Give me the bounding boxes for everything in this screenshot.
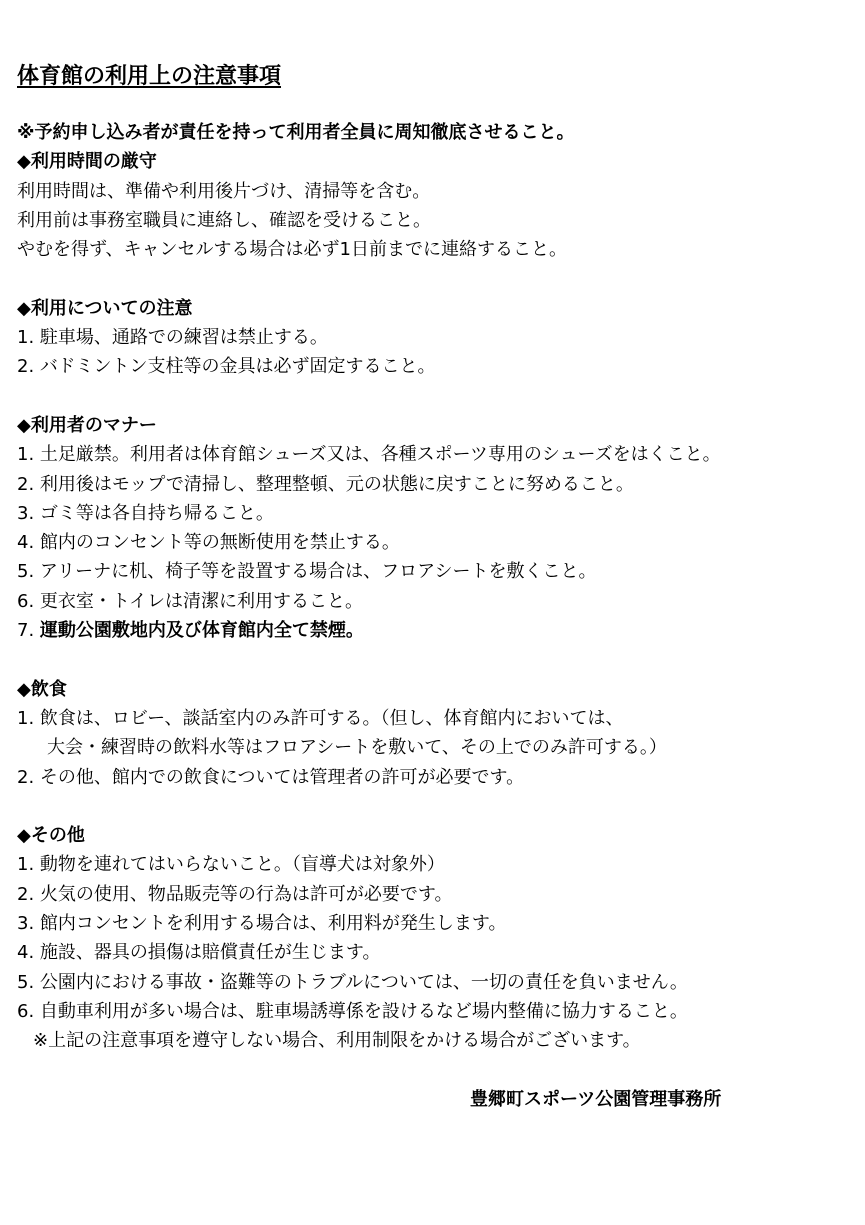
section-eating-drinking bbox=[17, 675, 857, 792]
list-item: 2. その他、館内での飲食については管理者の許可が必要です。 bbox=[17, 766, 525, 788]
document-body bbox=[17, 60, 857, 1056]
section-user-manners bbox=[17, 411, 857, 645]
section-usage-caution bbox=[17, 294, 857, 382]
list-item: 利用前は事務室職員に連絡し、確認を受けること。 bbox=[17, 209, 431, 231]
list-item: 1. 土足厳禁。利用者は体育館シューズ又は、各種スポーツ専用のシューズをはくこと。 bbox=[17, 444, 721, 466]
list-item-number: 7. bbox=[17, 620, 40, 642]
list-item: 5. 公園内における事故・盗難等のトラブルについては、一切の責任を負いません。 bbox=[17, 971, 688, 993]
list-item: 3. 館内コンセントを利用する場合は、利用料が発生します。 bbox=[17, 913, 507, 935]
list-item: 6. 自動車利用が多い場合は、駐車場誘導係を設けるなど場内整備に協力すること。 bbox=[17, 1000, 688, 1022]
list-item: 6. 更衣室・トイレは清潔に利用すること。 bbox=[17, 590, 363, 612]
list-item: 2. 火気の使用、物品販売等の行為は許可が必要です。 bbox=[17, 883, 453, 905]
issuer-signature: 豊郷町スポーツ公園管理事務所 bbox=[470, 1089, 722, 1110]
list-item: 1. 飲食は、ロビー、談話室内のみ許可する。（但し、体育館内においては、 bbox=[17, 707, 624, 729]
list-item: 利用時間は、準備や利用後片づけ、清掃等を含む。 bbox=[17, 180, 431, 202]
list-item-no-smoking bbox=[17, 616, 857, 645]
section-heading: ◆利用時間の厳守 bbox=[17, 151, 157, 173]
list-item-continuation: 大会・練習時の飲料水等はフロアシートを敷いて、その上でのみ許可する。） bbox=[47, 737, 667, 759]
section-usage-time bbox=[17, 147, 857, 264]
list-item: 1. 駐車場、通路での練習は禁止する。 bbox=[17, 327, 328, 349]
section-heading: ◆利用者のマナー bbox=[17, 414, 157, 436]
section-other bbox=[17, 821, 857, 1055]
list-item: 2. バドミントン支柱等の金具は必ず固定すること。 bbox=[17, 356, 436, 378]
list-item: 3. ゴミ等は各自持ち帰ること。 bbox=[17, 502, 274, 524]
page-title: 体育館の利用上の注意事項 bbox=[17, 64, 282, 89]
section-heading: ◆その他 bbox=[17, 825, 85, 847]
section-heading: ◆利用についての注意 bbox=[17, 297, 193, 319]
list-item: 1. 動物を連れてはいらないこと。（盲導犬は対象外） bbox=[17, 854, 445, 876]
section-heading: ◆飲食 bbox=[17, 678, 67, 700]
list-item: 4. 施設、器具の損傷は賠償責任が生じます。 bbox=[17, 942, 381, 964]
list-item: 2. 利用後はモップで清掃し、整理整頓、元の状態に戻すことに努めること。 bbox=[17, 473, 634, 495]
notice-line: ※予約申し込み者が責任を持って利用者全員に周知徹底させること。 bbox=[17, 122, 575, 143]
compliance-note: ※上記の注意事項を遵守しない場合、利用制限をかける場合がございます。 bbox=[33, 1030, 641, 1052]
list-item: 4. 館内のコンセント等の無断使用を禁止する。 bbox=[17, 532, 400, 554]
no-smoking-text: 運動公園敷地内及び体育館内全て禁煙。 bbox=[39, 620, 364, 642]
list-item: 5. アリーナに机、椅子等を設置する場合は、フロアシートを敷くこと。 bbox=[17, 561, 597, 583]
list-item: やむを得ず、キャンセルする場合は必ず1日前までに連絡すること。 bbox=[17, 239, 568, 261]
